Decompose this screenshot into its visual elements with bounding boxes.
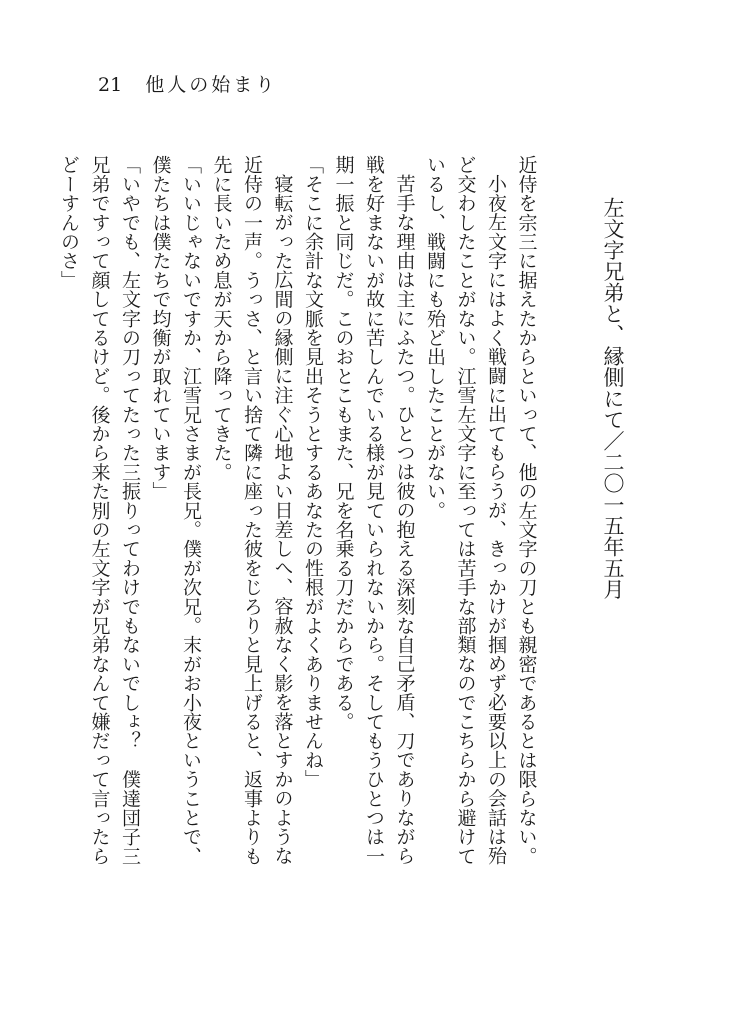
page-number: 21 <box>98 74 123 96</box>
vertical-body-text <box>58 155 628 875</box>
section-title: 左文字兄弟と、縁側にて／二〇一五年五月 <box>601 197 625 600</box>
running-header <box>98 70 277 97</box>
paragraph: 小夜左文字にはよく戦闘に出てもらうが、きっかけが掴めず必要以上の会話は殆ど交わしたことがない。江雪左文字に至っては苦手な部類なのでこちらから避けているし、戦闘にも殆ど出したことがない。 <box>424 155 507 866</box>
chapter-title: 他人の始まり <box>145 74 278 96</box>
dialogue-line: 「そこに余計な文脈を見出そうとするあなたの性根がよくありませんね」 <box>302 155 324 789</box>
paragraph: 苦手な理由は主にふたつ。ひとつは彼の抱える深刻な自己矛盾、刀でありながら戦を好まないが故に苦しんでいる様が見ていられないから。そしてもうひとつは一期一振と同じだ。このおとこもまた、兄を名乗る刀だからである。 <box>332 155 416 866</box>
paragraph: 近侍を宗三に据えたからといって、他の左文字の刀とも親密であるとは限らない。 <box>515 155 538 866</box>
dialogue-line: 「いやでも、左文字の刀ってたった三振りってわけでもないでしょ？ 僕達団子三兄弟ですって顔してるけど。後から来た別の左文字が兄弟なんて嫌だって言ったらどーすんのさ」 <box>58 155 141 866</box>
dialogue-line: 「いいじゃないですか、江雪兄さまが長兄。僕が次兄。末がお小夜ということで、僕たちは僕たちで均衡が取れています」 <box>149 155 202 866</box>
paragraph: 寝転がった広間の縁側に注ぐ心地よい日差しへ、容赦なく影を落とすかのような近侍の一声。うっさ、と言い捨て隣に座った彼をじろりと見上げると、返事よりも先に長いため息が天から降ってきた。 <box>210 155 294 866</box>
